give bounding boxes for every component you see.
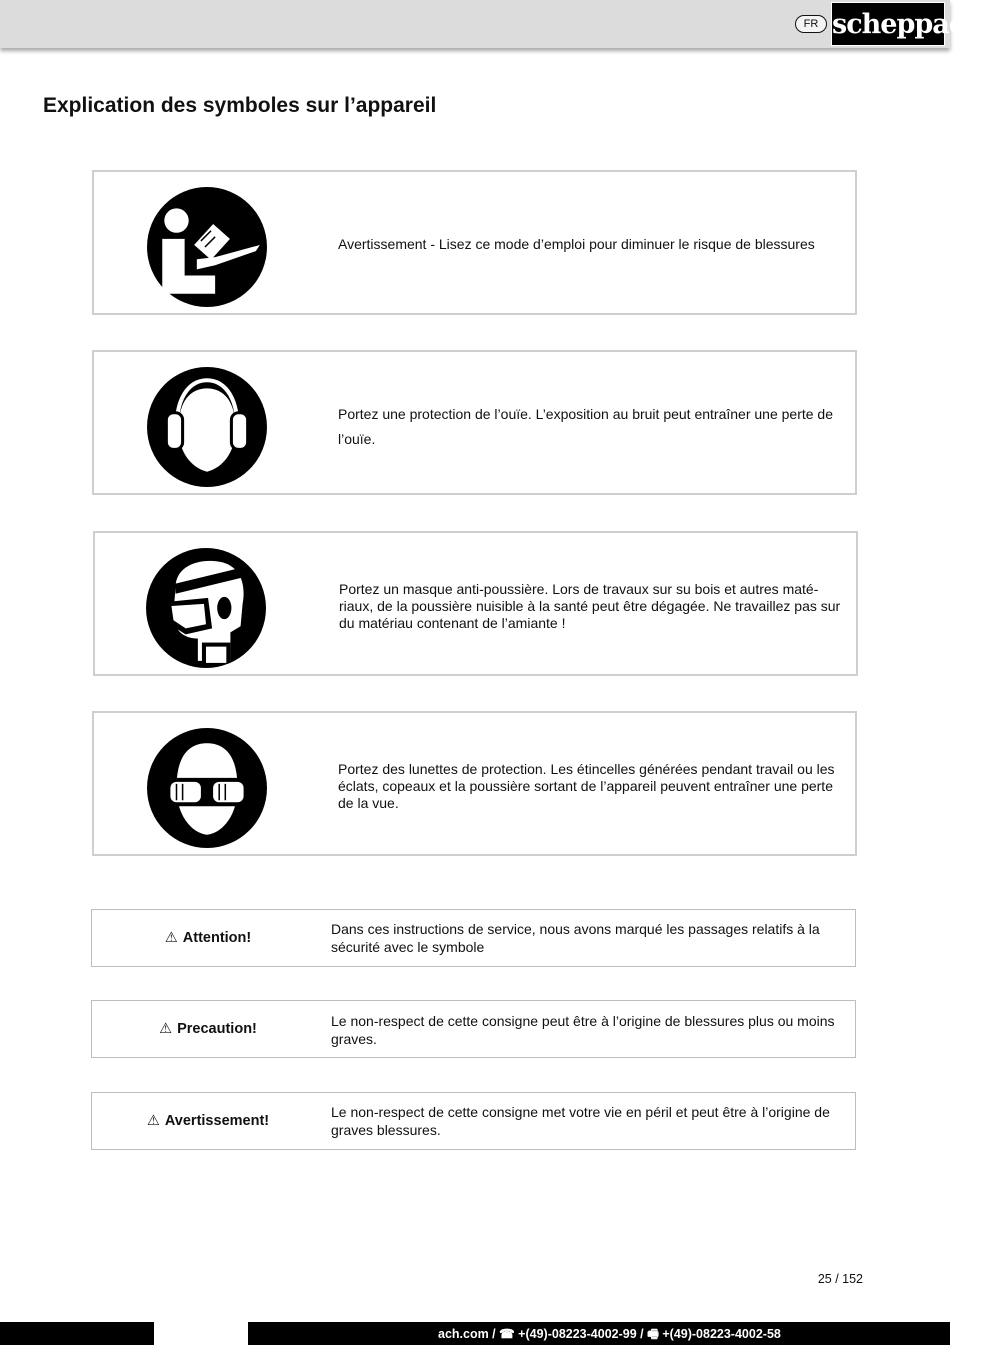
symbol-box-ear-protection	[92, 350, 857, 495]
warning-icon: ⚠	[159, 1021, 173, 1037]
warning-icon: ⚠	[146, 1113, 160, 1129]
symbol-box-read-manual	[92, 170, 857, 315]
note-text: Le non-respect de cette consigne met votre vie en péril et peut être à l’origine de graves blessures.	[331, 1104, 830, 1138]
symbol-text: Avertissement - Lisez ce mode d’emploi pour diminuer le risque de blessures	[338, 236, 815, 252]
note-label	[92, 910, 324, 966]
ear-protection-icon	[146, 366, 268, 488]
page-number: 25 / 152	[817, 1272, 863, 1286]
symbol-box-safety-goggles	[92, 711, 857, 856]
language-badge: FR	[795, 15, 827, 33]
warning-icon: ⚠	[164, 930, 178, 946]
footer-bar	[0, 1322, 950, 1345]
symbol-box-dust-mask	[93, 531, 858, 676]
note-box-attention	[91, 909, 856, 967]
footer-gap	[154, 1322, 248, 1345]
footer-contact: ach.com / ☎ +(49)-08223-4002-99 / 🖷 +(49)-08223-4002-58	[438, 1327, 781, 1341]
symbol-text: Portez des lunettes de protection. Les étincelles générées pendant travail ou les éclats, copeaux et la poussière sortant de l’appareil peuvent entraîner une perte de la vue.	[338, 761, 835, 811]
header-bar	[0, 0, 983, 48]
brand-logo: scheppach	[831, 2, 945, 46]
page-title: Explication des symboles sur l’appareil	[43, 94, 437, 117]
note-label	[92, 1001, 324, 1057]
safety-goggles-icon	[146, 727, 268, 849]
note-box-avertissement	[91, 1092, 856, 1150]
note-box-precaution	[91, 1000, 856, 1058]
symbol-text: Portez un masque anti-poussière. Lors de travaux sur su bois et autres maté-riaux, de la poussière nuisible à la santé peut être dégagée. Ne travaillez pas sur du matériau contenant de l’amiante !	[339, 581, 841, 631]
note-text: Le non-respect de cette consigne peut être à l’origine de blessures plus ou moins graves.	[331, 1013, 835, 1047]
note-label-text: Attention!	[182, 930, 252, 946]
dust-mask-icon	[145, 547, 267, 669]
note-label-text: Avertissement!	[164, 1113, 270, 1129]
read-manual-icon	[146, 186, 268, 308]
note-label	[92, 1093, 324, 1149]
note-text: Dans ces instructions de service, nous avons marqué les passages relatifs à la sécurité avec le symbole	[331, 921, 820, 955]
symbol-text: Portez une protection de l’ouïe. L’exposition au bruit peut entraîner une perte de l’ouïe.	[338, 406, 834, 447]
note-label-text: Precaution!	[177, 1021, 257, 1037]
